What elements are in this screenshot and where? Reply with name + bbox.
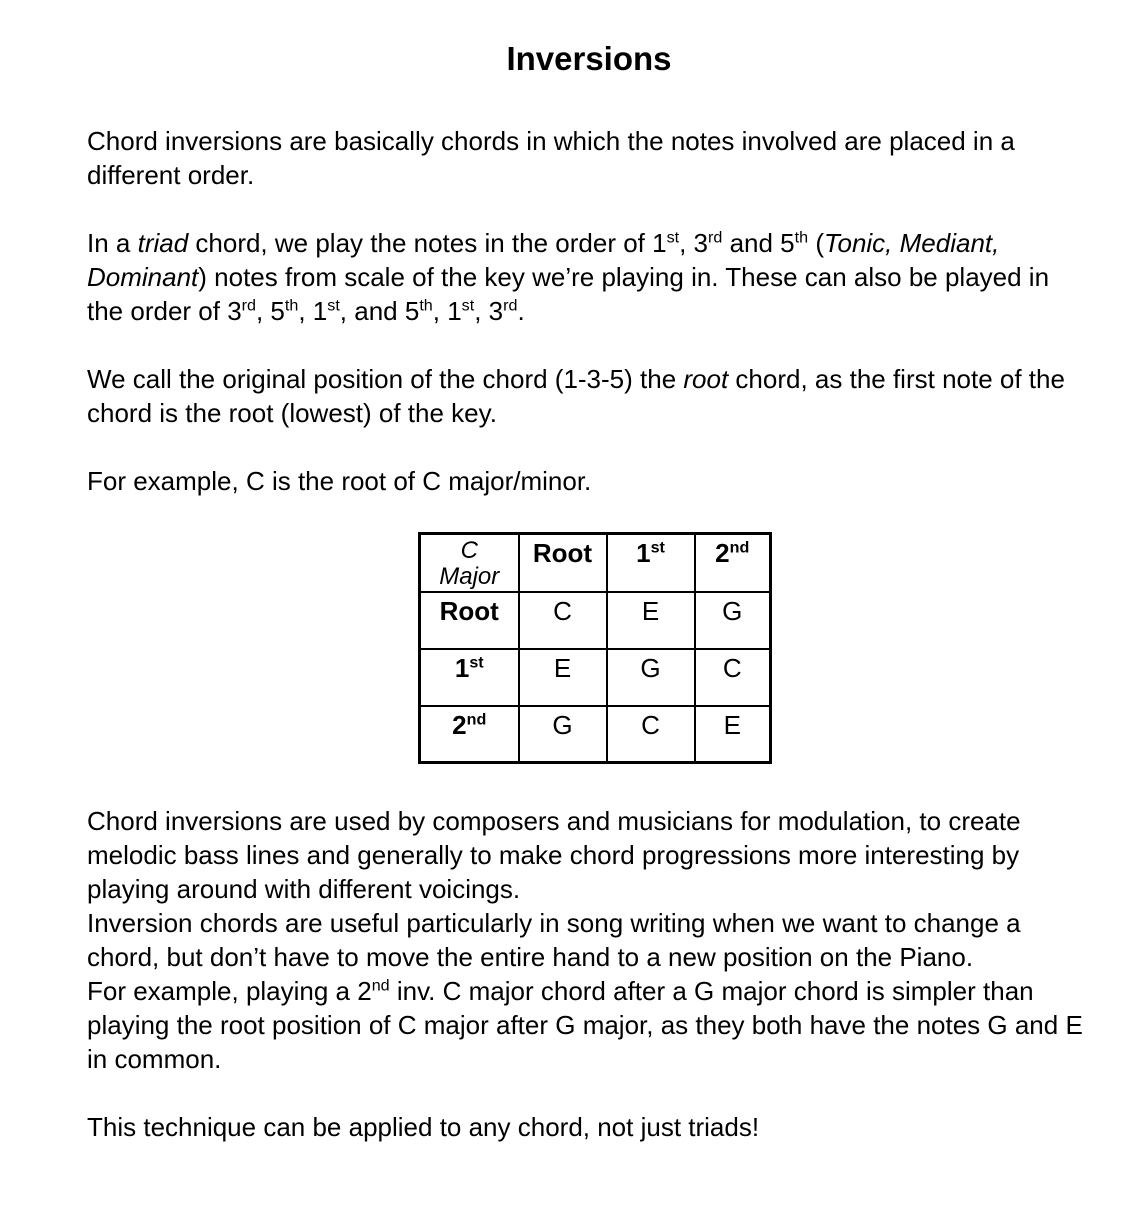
paragraph-songwriting: Inversion chords are useful particularly in song writing when we want to change a chord, but don’t have to move the entire hand to a new position on the Piano.	[87, 908, 1021, 972]
paragraph-closing: This technique can be applied to any chord, not just triads!	[87, 1112, 760, 1142]
cell-2nd-root: G	[519, 706, 607, 763]
column-header-1st: 1st	[607, 534, 695, 592]
paragraph-usage: Chord inversions are used by composers and musicians for modulation, to create melodic bass lines and generally to make chord progressions more interesting by playing around with different voicings.	[87, 806, 1021, 904]
cell-root-1st: E	[607, 592, 695, 649]
row-label-root: Root	[420, 592, 519, 649]
paragraph-intro: Chord inversions are basically chords in which the notes involved are placed in a different order.	[87, 126, 1015, 190]
table-row-1st	[420, 649, 771, 706]
paragraph-root-position: We call the original position of the chord (1-3-5) the root chord, as the first note of the chord is the root (lowest) of the key.	[87, 364, 1065, 428]
paragraph-example-inversion: For example, playing a 2nd inv. C major chord after a G major chord is simpler than playing the root position of C major after G major, as they both have the notes G and E in common.	[87, 976, 1083, 1074]
cell-2nd-1st: C	[607, 706, 695, 763]
paragraph-triad-order: In a triad chord, we play the notes in the order of 1st, 3rd and 5th (Tonic, Mediant, Dominant) notes from scale of the key we’re playing in. These can also be played in the order of 3rd, 5th, 1st, and 5th, 1st, 3rd.	[87, 228, 1050, 326]
cell-root-2nd: G	[695, 592, 771, 649]
row-label-2nd: 2nd	[420, 706, 519, 763]
cell-1st-2nd: C	[695, 649, 771, 706]
cell-1st-1st: G	[607, 649, 695, 706]
column-header-root: Root	[519, 534, 607, 592]
table-row-root	[420, 592, 771, 649]
page-title: Inversions	[506, 40, 672, 77]
inversion-table	[418, 532, 772, 764]
table-row-2nd	[420, 706, 771, 763]
row-label-1st: 1st	[420, 649, 519, 706]
table-corner-cell	[420, 534, 519, 592]
corner-line-2: Major	[439, 563, 500, 590]
cell-root-root: C	[519, 592, 607, 649]
cell-2nd-2nd: E	[695, 706, 771, 763]
table-header-row	[420, 534, 771, 592]
corner-line-1: C	[460, 537, 478, 564]
column-header-2nd: 2nd	[695, 534, 771, 592]
inversion-table-container	[87, 532, 1091, 764]
paragraph-example-c: For example, C is the root of C major/minor.	[87, 466, 592, 496]
cell-1st-root: E	[519, 649, 607, 706]
